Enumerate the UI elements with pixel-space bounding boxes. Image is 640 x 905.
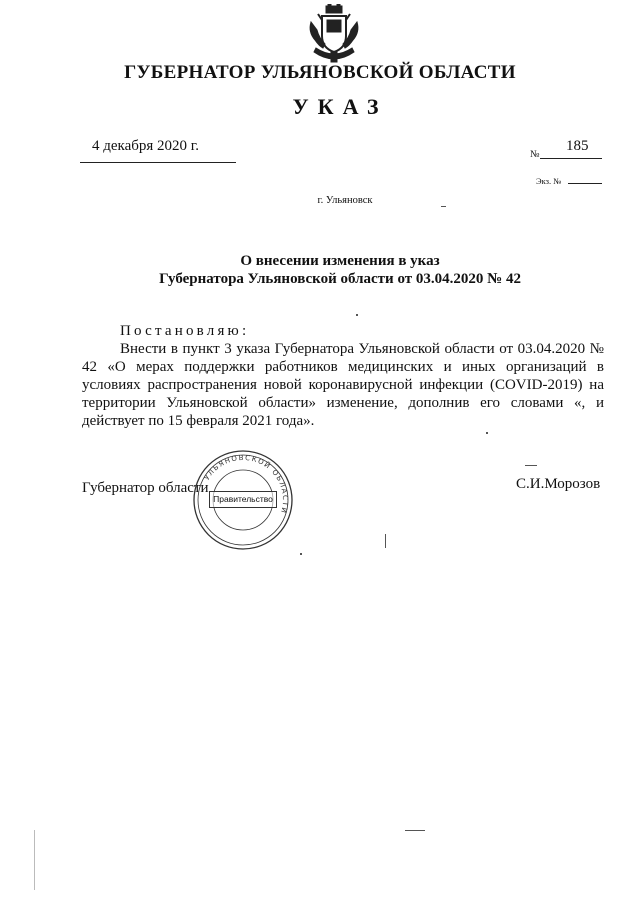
scan-speck xyxy=(300,553,302,555)
preamble: Постановляю: xyxy=(120,323,250,339)
signer-title: Губернатор области xyxy=(82,480,209,496)
copy-number-label: Экз. № xyxy=(536,176,562,186)
government-title: ГУБЕРНАТОР УЛЬЯНОВСКОЙ ОБЛАСТИ xyxy=(124,62,516,83)
document-date: 4 декабря 2020 г. xyxy=(92,138,199,154)
seal-caption: Правительство xyxy=(209,491,277,508)
city-name: г. Ульяновск xyxy=(317,195,373,206)
scan-speck xyxy=(405,830,425,831)
seal-ring-text: УЛЬЯНОВСКОЙ ОБЛАСТИ xyxy=(202,453,290,516)
date-underline xyxy=(80,162,236,163)
scan-speck xyxy=(486,432,488,434)
ulyanovsk-coat-of-arms-icon xyxy=(306,4,362,64)
subject-line-2: Губернатора Ульяновской области от 03.04.2020 № 42 xyxy=(159,271,521,287)
document-type-heading: УКАЗ xyxy=(292,94,388,119)
number-underline xyxy=(540,158,602,159)
scan-speck xyxy=(34,830,35,890)
number-label: № xyxy=(530,149,540,160)
scan-speck xyxy=(385,534,386,548)
body-paragraph: Внести в пункт 3 указа Губернатора Ульяновской области от 03.04.2020 № 42 «О мерах поддержки работников медицинских и иных организаций в условиях распространения новой коронавирусной инфекции (COVID-2019) на территории Ульяновской области» изменение, дополнив его словами «, и действует по 15 февраля 2021 года». xyxy=(82,341,604,429)
scan-speck xyxy=(356,314,358,316)
subject-line-1: О внесении изменения в указ xyxy=(240,253,440,269)
scan-speck xyxy=(525,465,537,466)
document-number: 185 xyxy=(566,138,589,154)
signer-name: С.И.Морозов xyxy=(516,476,601,492)
copy-number-underline xyxy=(568,183,602,184)
scan-speck xyxy=(441,206,446,207)
